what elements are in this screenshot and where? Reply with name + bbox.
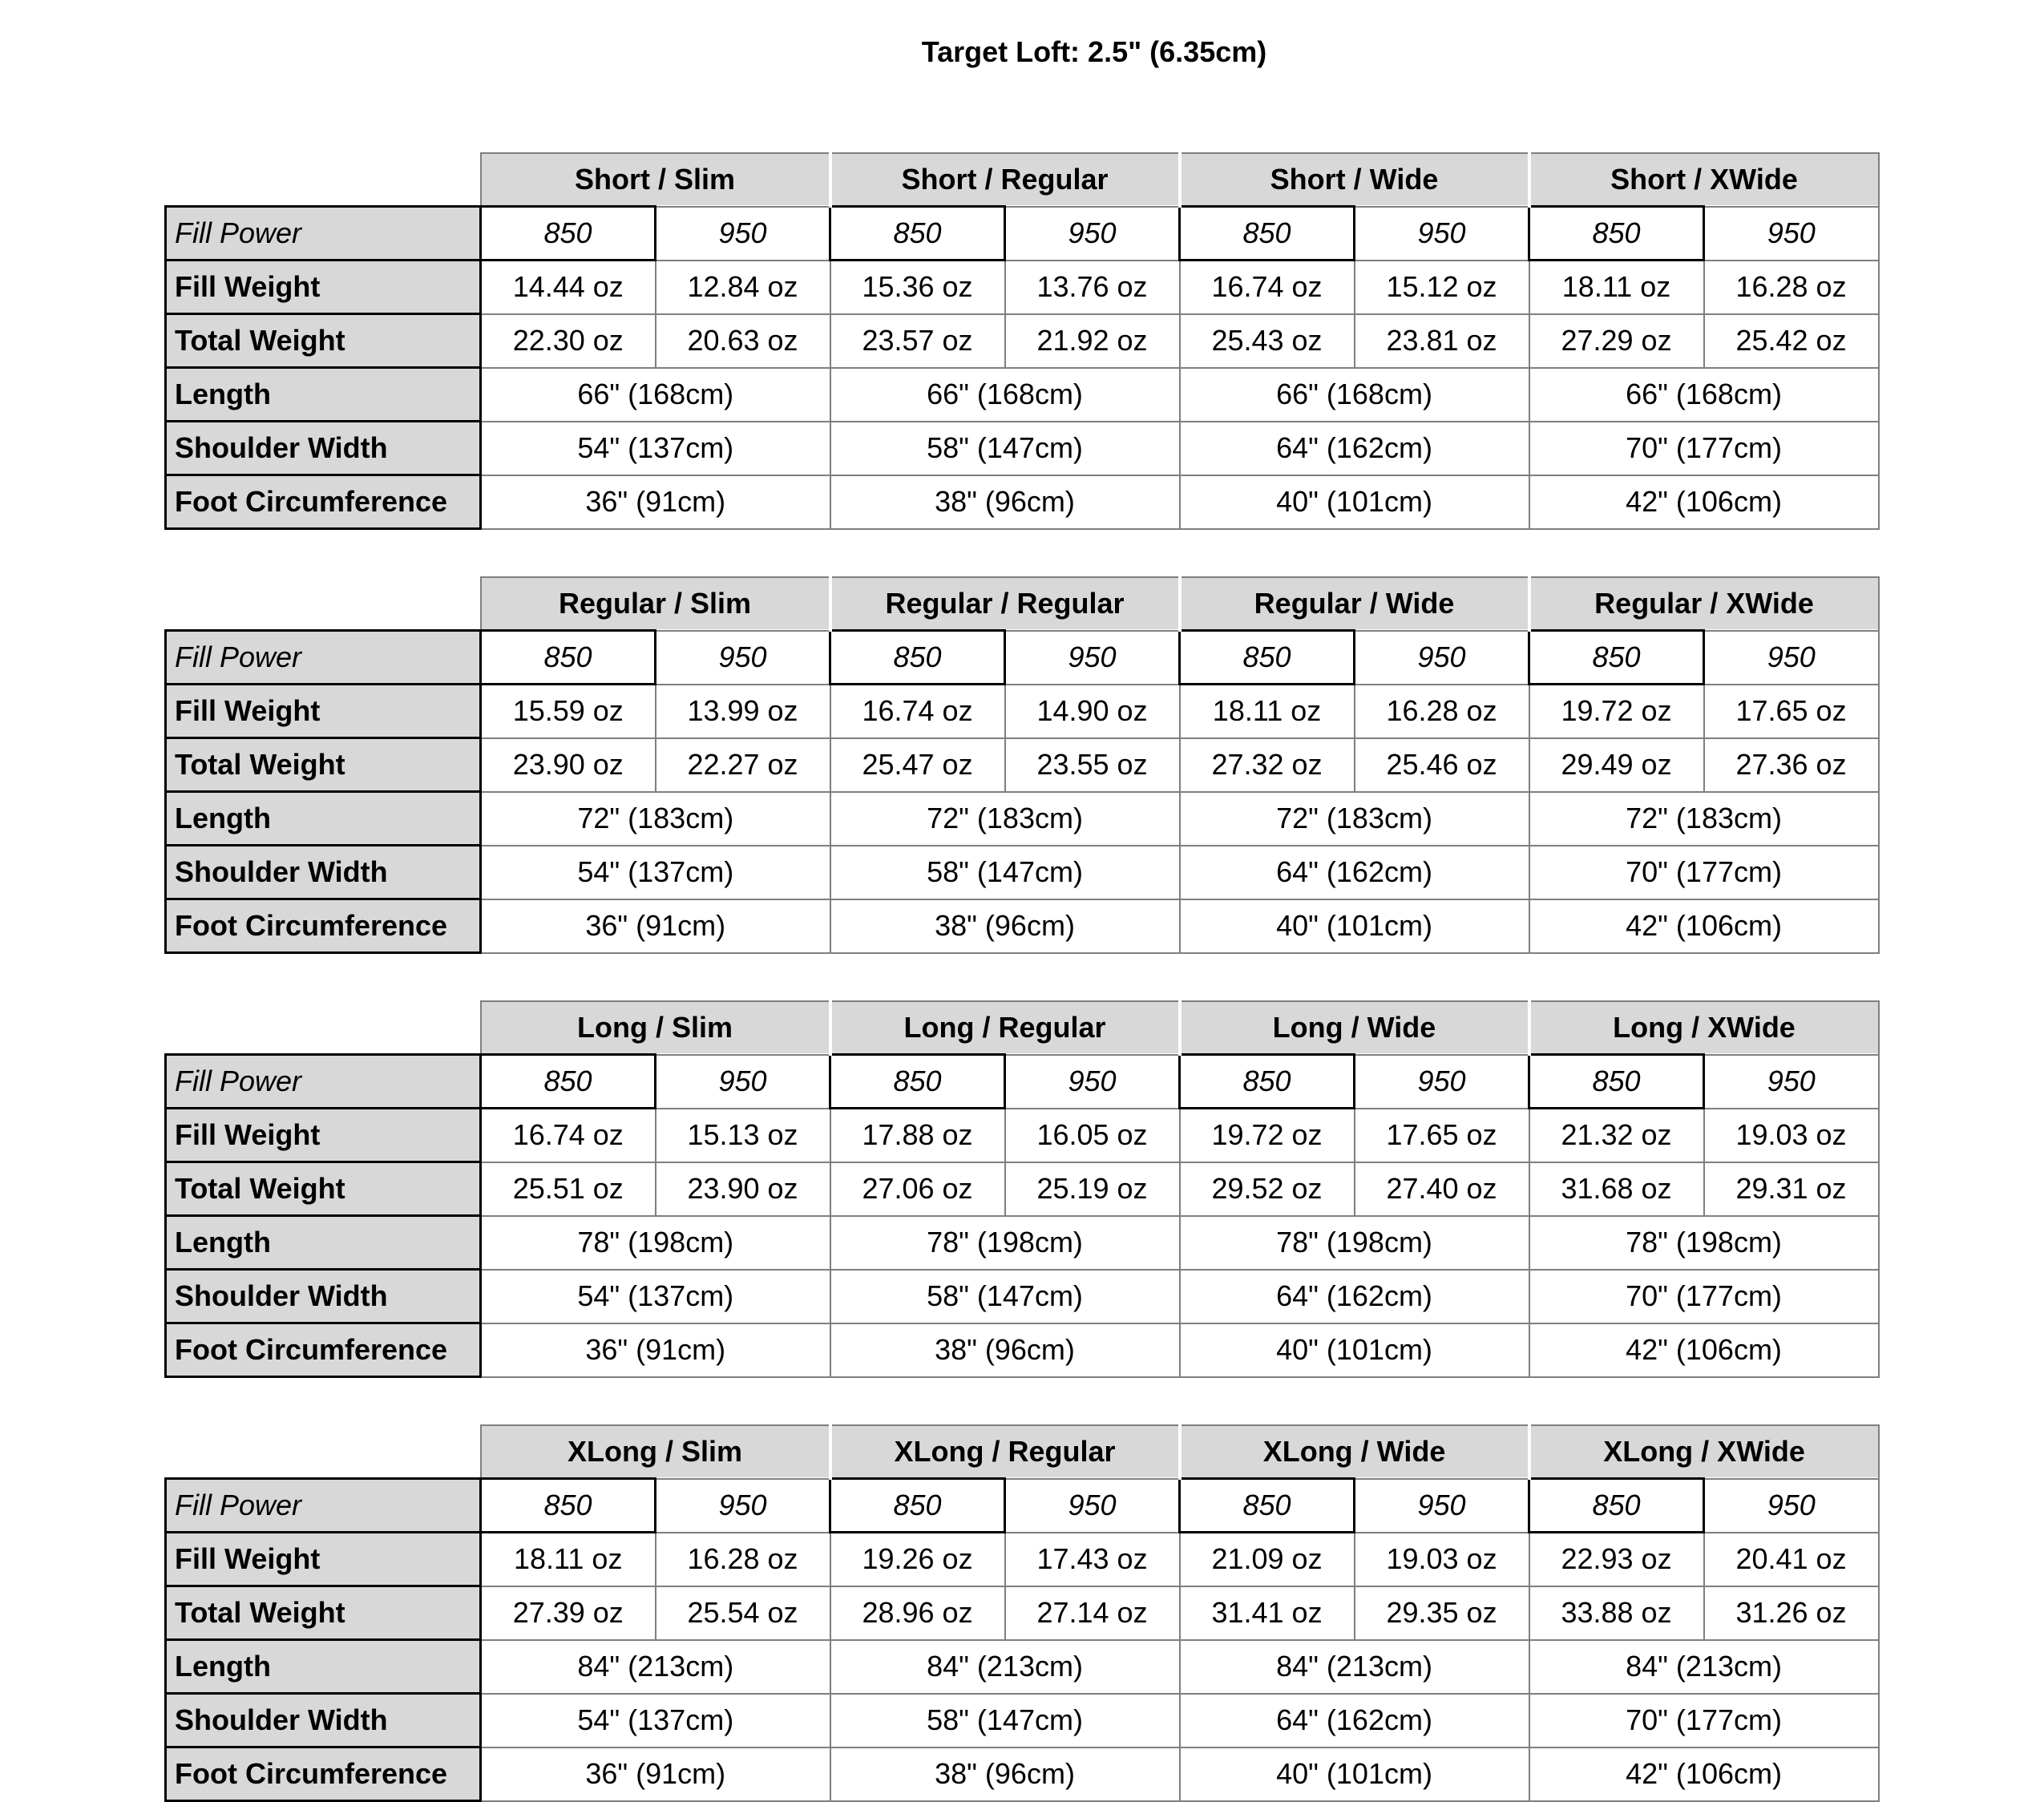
fill-weight-cell: 17.65 oz [1704, 685, 1879, 738]
group-header: XLong / XWide [1529, 1425, 1879, 1479]
fill-power-cell: 850 [830, 1055, 1005, 1109]
fill-power-cell: 850 [1529, 1479, 1704, 1533]
fill-weight-cell: 16.74 oz [481, 1109, 656, 1162]
foot-circumference-row [166, 475, 1879, 529]
size-tables [0, 152, 2044, 1802]
total-weight-cell: 25.46 oz [1355, 738, 1529, 792]
row-label-foot-circumference: Foot Circumference [166, 899, 481, 953]
fill-power-cell: 950 [1355, 207, 1529, 261]
total-weight-cell: 23.90 oz [481, 738, 656, 792]
foot-circumference-cell: 38" (96cm) [830, 475, 1180, 529]
shoulder-width-cell: 54" (137cm) [481, 1270, 830, 1323]
shoulder-width-row [166, 1270, 1879, 1323]
shoulder-width-cell: 70" (177cm) [1529, 422, 1879, 475]
group-header: Regular / Regular [830, 577, 1180, 631]
fill-power-cell: 950 [1355, 631, 1529, 685]
fill-weight-row [166, 261, 1879, 314]
group-header: Short / XWide [1529, 153, 1879, 207]
shoulder-width-cell: 70" (177cm) [1529, 1270, 1879, 1323]
total-weight-cell: 31.68 oz [1529, 1162, 1704, 1216]
foot-circumference-cell: 40" (101cm) [1180, 899, 1529, 953]
corner-spacer [166, 153, 481, 207]
total-weight-cell: 27.36 oz [1704, 738, 1879, 792]
length-cell: 84" (213cm) [830, 1640, 1180, 1694]
size-table-xlong [164, 1424, 1880, 1802]
length-row [166, 792, 1879, 846]
length-cell: 66" (168cm) [1529, 368, 1879, 422]
foot-circumference-cell: 36" (91cm) [481, 475, 830, 529]
fill-power-cell: 850 [1180, 631, 1355, 685]
row-label-fill-weight: Fill Weight [166, 1109, 481, 1162]
fill-weight-cell: 15.59 oz [481, 685, 656, 738]
fill-power-cell: 950 [1355, 1055, 1529, 1109]
corner-spacer [166, 1425, 481, 1479]
group-header-row [166, 1001, 1879, 1055]
group-header: Long / Wide [1180, 1001, 1529, 1055]
fill-weight-cell: 16.28 oz [656, 1533, 830, 1586]
row-label-length: Length [166, 792, 481, 846]
shoulder-width-cell: 70" (177cm) [1529, 1694, 1879, 1747]
fill-power-cell: 850 [481, 207, 656, 261]
total-weight-cell: 29.31 oz [1704, 1162, 1879, 1216]
fill-power-row [166, 1055, 1879, 1109]
row-label-fill-weight: Fill Weight [166, 1533, 481, 1586]
length-cell: 78" (198cm) [1529, 1216, 1879, 1270]
fill-power-cell: 950 [1704, 631, 1879, 685]
fill-weight-cell: 22.93 oz [1529, 1533, 1704, 1586]
foot-circumference-row [166, 1323, 1879, 1377]
row-label-foot-circumference: Foot Circumference [166, 1323, 481, 1377]
row-label-shoulder-width: Shoulder Width [166, 1694, 481, 1747]
row-label-shoulder-width: Shoulder Width [166, 422, 481, 475]
corner-spacer [166, 577, 481, 631]
group-header: Short / Regular [830, 153, 1180, 207]
shoulder-width-cell: 64" (162cm) [1180, 1270, 1529, 1323]
fill-weight-cell: 16.28 oz [1355, 685, 1529, 738]
fill-power-cell: 950 [656, 631, 830, 685]
row-label-fill-power: Fill Power [166, 207, 481, 261]
group-header: Long / Slim [481, 1001, 830, 1055]
size-table-long [164, 1000, 1880, 1378]
row-label-total-weight: Total Weight [166, 1586, 481, 1640]
length-cell: 72" (183cm) [1529, 792, 1879, 846]
row-label-shoulder-width: Shoulder Width [166, 846, 481, 899]
fill-weight-cell: 16.74 oz [1180, 261, 1355, 314]
total-weight-row [166, 314, 1879, 368]
fill-weight-cell: 13.99 oz [656, 685, 830, 738]
length-cell: 78" (198cm) [1180, 1216, 1529, 1270]
fill-weight-cell: 15.12 oz [1355, 261, 1529, 314]
length-row [166, 1216, 1879, 1270]
length-cell: 72" (183cm) [481, 792, 830, 846]
total-weight-cell: 22.30 oz [481, 314, 656, 368]
fill-weight-cell: 16.28 oz [1704, 261, 1879, 314]
total-weight-cell: 27.32 oz [1180, 738, 1355, 792]
group-header: Regular / Slim [481, 577, 830, 631]
total-weight-cell: 21.92 oz [1005, 314, 1180, 368]
size-table-short [164, 152, 1880, 530]
total-weight-cell: 20.63 oz [656, 314, 830, 368]
total-weight-cell: 25.54 oz [656, 1586, 830, 1640]
fill-weight-cell: 18.11 oz [1529, 261, 1704, 314]
length-cell: 78" (198cm) [481, 1216, 830, 1270]
fill-weight-cell: 18.11 oz [481, 1533, 656, 1586]
fill-weight-cell: 19.03 oz [1355, 1533, 1529, 1586]
fill-power-cell: 850 [1529, 1055, 1704, 1109]
foot-circumference-cell: 42" (106cm) [1529, 1323, 1879, 1377]
total-weight-cell: 23.90 oz [656, 1162, 830, 1216]
total-weight-cell: 29.35 oz [1355, 1586, 1529, 1640]
length-cell: 66" (168cm) [1180, 368, 1529, 422]
row-label-foot-circumference: Foot Circumference [166, 475, 481, 529]
total-weight-cell: 25.19 oz [1005, 1162, 1180, 1216]
shoulder-width-cell: 64" (162cm) [1180, 1694, 1529, 1747]
shoulder-width-cell: 58" (147cm) [830, 1270, 1180, 1323]
page-title: Target Loft: 2.5" (6.35cm) [921, 35, 1267, 68]
fill-power-cell: 950 [1005, 207, 1180, 261]
total-weight-cell: 23.81 oz [1355, 314, 1529, 368]
fill-weight-row [166, 685, 1879, 738]
group-header-row [166, 153, 1879, 207]
row-label-fill-power: Fill Power [166, 1055, 481, 1109]
foot-circumference-cell: 40" (101cm) [1180, 475, 1529, 529]
total-weight-cell: 23.55 oz [1005, 738, 1180, 792]
total-weight-cell: 25.42 oz [1704, 314, 1879, 368]
fill-power-cell: 950 [1704, 1479, 1879, 1533]
fill-power-cell: 950 [1355, 1479, 1529, 1533]
fill-weight-cell: 17.65 oz [1355, 1109, 1529, 1162]
total-weight-cell: 23.57 oz [830, 314, 1005, 368]
fill-power-row [166, 207, 1879, 261]
shoulder-width-cell: 64" (162cm) [1180, 422, 1529, 475]
fill-power-cell: 950 [1704, 1055, 1879, 1109]
shoulder-width-cell: 54" (137cm) [481, 846, 830, 899]
fill-power-cell: 850 [830, 631, 1005, 685]
shoulder-width-cell: 58" (147cm) [830, 422, 1180, 475]
row-label-fill-power: Fill Power [166, 1479, 481, 1533]
length-cell: 84" (213cm) [481, 1640, 830, 1694]
total-weight-cell: 31.26 oz [1704, 1586, 1879, 1640]
length-row [166, 368, 1879, 422]
total-weight-cell: 27.06 oz [830, 1162, 1005, 1216]
row-label-fill-weight: Fill Weight [166, 261, 481, 314]
row-label-total-weight: Total Weight [166, 314, 481, 368]
total-weight-cell: 22.27 oz [656, 738, 830, 792]
total-weight-cell: 25.47 oz [830, 738, 1005, 792]
row-label-shoulder-width: Shoulder Width [166, 1270, 481, 1323]
group-header-row [166, 577, 1879, 631]
fill-power-cell: 950 [1704, 207, 1879, 261]
group-header: Short / Wide [1180, 153, 1529, 207]
fill-power-cell: 850 [1180, 1479, 1355, 1533]
length-cell: 84" (213cm) [1529, 1640, 1879, 1694]
shoulder-width-row [166, 1694, 1879, 1747]
shoulder-width-row [166, 846, 1879, 899]
foot-circumference-cell: 42" (106cm) [1529, 475, 1879, 529]
total-weight-cell: 29.49 oz [1529, 738, 1704, 792]
group-header-row [166, 1425, 1879, 1479]
fill-power-cell: 950 [1005, 631, 1180, 685]
fill-weight-cell: 18.11 oz [1180, 685, 1355, 738]
total-weight-cell: 25.43 oz [1180, 314, 1355, 368]
total-weight-cell: 28.96 oz [830, 1586, 1005, 1640]
shoulder-width-row [166, 422, 1879, 475]
fill-power-cell: 950 [656, 1479, 830, 1533]
shoulder-width-cell: 54" (137cm) [481, 1694, 830, 1747]
fill-weight-cell: 19.26 oz [830, 1533, 1005, 1586]
fill-weight-cell: 16.05 oz [1005, 1109, 1180, 1162]
row-label-total-weight: Total Weight [166, 1162, 481, 1216]
total-weight-cell: 29.52 oz [1180, 1162, 1355, 1216]
fill-power-row [166, 631, 1879, 685]
group-header: Regular / Wide [1180, 577, 1529, 631]
foot-circumference-cell: 38" (96cm) [830, 1323, 1180, 1377]
fill-power-cell: 850 [481, 1055, 656, 1109]
fill-power-row [166, 1479, 1879, 1533]
corner-spacer [166, 1001, 481, 1055]
fill-weight-cell: 21.32 oz [1529, 1109, 1704, 1162]
foot-circumference-row [166, 899, 1879, 953]
row-label-fill-weight: Fill Weight [166, 685, 481, 738]
foot-circumference-row [166, 1747, 1879, 1801]
fill-weight-row [166, 1109, 1879, 1162]
fill-weight-cell: 21.09 oz [1180, 1533, 1355, 1586]
shoulder-width-cell: 64" (162cm) [1180, 846, 1529, 899]
fill-power-cell: 850 [1529, 631, 1704, 685]
row-label-fill-power: Fill Power [166, 631, 481, 685]
fill-weight-cell: 14.44 oz [481, 261, 656, 314]
fill-power-cell: 950 [656, 207, 830, 261]
length-cell: 66" (168cm) [481, 368, 830, 422]
row-label-foot-circumference: Foot Circumference [166, 1747, 481, 1801]
row-label-total-weight: Total Weight [166, 738, 481, 792]
total-weight-cell: 27.39 oz [481, 1586, 656, 1640]
group-header: Long / XWide [1529, 1001, 1879, 1055]
total-weight-cell: 27.14 oz [1005, 1586, 1180, 1640]
fill-weight-row [166, 1533, 1879, 1586]
shoulder-width-cell: 54" (137cm) [481, 422, 830, 475]
fill-power-cell: 950 [656, 1055, 830, 1109]
group-header: Short / Slim [481, 153, 830, 207]
fill-weight-cell: 16.74 oz [830, 685, 1005, 738]
fill-weight-cell: 14.90 oz [1005, 685, 1180, 738]
fill-power-cell: 850 [830, 207, 1005, 261]
total-weight-cell: 27.29 oz [1529, 314, 1704, 368]
group-header: XLong / Slim [481, 1425, 830, 1479]
fill-power-cell: 850 [1180, 1055, 1355, 1109]
total-weight-cell: 27.40 oz [1355, 1162, 1529, 1216]
fill-weight-cell: 19.72 oz [1180, 1109, 1355, 1162]
shoulder-width-cell: 58" (147cm) [830, 1694, 1180, 1747]
fill-weight-cell: 17.43 oz [1005, 1533, 1180, 1586]
total-weight-cell: 33.88 oz [1529, 1586, 1704, 1640]
fill-power-cell: 850 [1180, 207, 1355, 261]
foot-circumference-cell: 38" (96cm) [830, 1747, 1180, 1801]
fill-weight-cell: 19.03 oz [1704, 1109, 1879, 1162]
size-table-regular [164, 576, 1880, 954]
shoulder-width-cell: 58" (147cm) [830, 846, 1180, 899]
length-cell: 84" (213cm) [1180, 1640, 1529, 1694]
fill-weight-cell: 19.72 oz [1529, 685, 1704, 738]
length-cell: 72" (183cm) [1180, 792, 1529, 846]
fill-power-cell: 950 [1005, 1479, 1180, 1533]
foot-circumference-cell: 36" (91cm) [481, 1323, 830, 1377]
group-header: Long / Regular [830, 1001, 1180, 1055]
length-cell: 66" (168cm) [830, 368, 1180, 422]
foot-circumference-cell: 40" (101cm) [1180, 1747, 1529, 1801]
fill-weight-cell: 13.76 oz [1005, 261, 1180, 314]
fill-weight-cell: 15.36 oz [830, 261, 1005, 314]
total-weight-row [166, 1586, 1879, 1640]
fill-power-cell: 850 [481, 631, 656, 685]
shoulder-width-cell: 70" (177cm) [1529, 846, 1879, 899]
foot-circumference-cell: 36" (91cm) [481, 899, 830, 953]
fill-weight-cell: 17.88 oz [830, 1109, 1005, 1162]
fill-weight-cell: 20.41 oz [1704, 1533, 1879, 1586]
group-header: XLong / Regular [830, 1425, 1180, 1479]
foot-circumference-cell: 40" (101cm) [1180, 1323, 1529, 1377]
fill-weight-cell: 15.13 oz [656, 1109, 830, 1162]
foot-circumference-cell: 42" (106cm) [1529, 1747, 1879, 1801]
row-label-length: Length [166, 368, 481, 422]
fill-power-cell: 850 [830, 1479, 1005, 1533]
group-header: XLong / Wide [1180, 1425, 1529, 1479]
foot-circumference-cell: 38" (96cm) [830, 899, 1180, 953]
total-weight-cell: 25.51 oz [481, 1162, 656, 1216]
total-weight-row [166, 738, 1879, 792]
length-row [166, 1640, 1879, 1694]
group-header: Regular / XWide [1529, 577, 1879, 631]
length-cell: 78" (198cm) [830, 1216, 1180, 1270]
foot-circumference-cell: 42" (106cm) [1529, 899, 1879, 953]
foot-circumference-cell: 36" (91cm) [481, 1747, 830, 1801]
fill-weight-cell: 12.84 oz [656, 261, 830, 314]
length-cell: 72" (183cm) [830, 792, 1180, 846]
fill-power-cell: 850 [481, 1479, 656, 1533]
fill-power-cell: 850 [1529, 207, 1704, 261]
row-label-length: Length [166, 1640, 481, 1694]
fill-power-cell: 950 [1005, 1055, 1180, 1109]
row-label-length: Length [166, 1216, 481, 1270]
total-weight-cell: 31.41 oz [1180, 1586, 1355, 1640]
total-weight-row [166, 1162, 1879, 1216]
